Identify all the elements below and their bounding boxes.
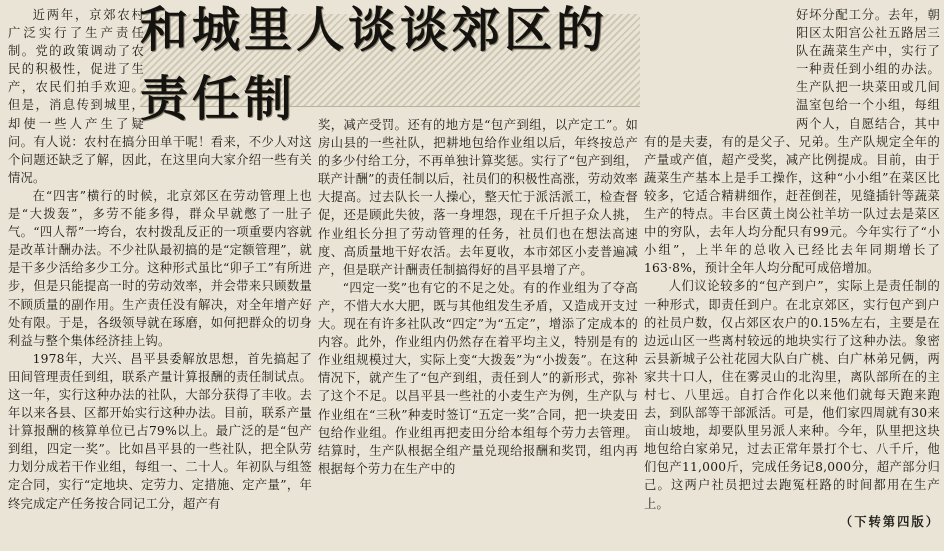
col1-paragraph-1: 近两年，京郊农村广泛实行了生产责任制。党的政策调动了农民的积极性，促进了生产，农民们拍手欢迎。但是，消息传到城里，却使一些人产生了疑问。有人说：农村在搞分田单干呢！看来，不少人对这个问题还缺乏了解，因此，在这里向大家介绍一些有关情况。	[8, 8, 312, 185]
col3-paragraph-2: 人们议论较多的“包产到户”，实际上是责任制的一种形式，即责任到户。在北京郊区，实行包产到户的社员户数，仅占郊区农户的0.15%左右，主要是在边远山区一些离村较远的地块实行了这种办法。象密云县新城子公社花园大队白广桃、白广林弟兄俩，两家共十口人，住在雾灵山的北沟里，离队部所在的主村七、八里远。自打合作化以来他们就每天跑来跑去，到队部等干部派活。可是，他们家四周就有30来亩山坡地，却要队里另派人来种。今年，队里把这块地包给白家弟兄，过去正常年景打个七、八千斤，他们包产11,000斤，完成任务记8,000分，超产部分归己。这两户社员把过去跑冤枉路的时间都用在生产上。	[644, 279, 940, 511]
col1-paragraph-3: 1978年，大兴、昌平县委解放思想，首先搞起了田间管理责任到组，联系产量计算报酬的责任制试点。这一年，实行这种办法的社队，大部分获得了丰收。去年以来各县、区都开始实行这种办法。目前，联系产量计算报酬的核算单位已占79%以上。最广泛的是“包产到组，四定一奖”。比如昌平县的一些社队，把全队劳力划分成若干作业组，每组一、二十人。年初队与组签定合同，实行“定地块、定劳力、定措施、定产量”，年终完成定产任务按合同记工分，超产有	[8, 351, 312, 511]
continued-note: （下转第四版）	[839, 513, 940, 529]
headline-space	[144, 6, 312, 116]
col3-paragraph-1: 好坏分配工分。去年，朝阳区太阳宫公社五路居三队在蔬菜生产中，实行了一种责任到小组的办法。生产队把一块菜田或几间温室包给一个小组，每组两个人，自愿结合，其中有的是夫妻，有的是父子、兄弟。生产队规定全年的产量或产值，超产受奖，减产比例提成。目前，由于蔬菜生产基本上是手工操作，这种“小小组”在菜区比较多，它适合精耕细作，赶茬倒茬，见缝插针等蔬菜生产的特点。丰台区黄土岗公社羊坊一队过去是菜区中的穷队，去年人均分配只有99元。今年实行了“小小组”，上半年的总收入已经比去年同期增长了163·8%，预计全年人均分配可成倍增加。	[644, 8, 940, 276]
headline: 和城里人谈谈郊区的责任制	[140, 2, 609, 127]
col2-paragraph-1: 奖，减产受罚。还有的地方是“包产到组，以产定工”。如房山县的一些社队，把耕地包给作业组以后，年终按总产的多少付给工分，不再单独计算奖惩。实行了“包产到组，联产计酬”的责任制以后，社员们的积极性高涨，劳动效率大提高。过去队长一人操心，整天忙于派活派工，检查督促，还是顾此失彼，落一身埋怨，现在千斤担子众人挑，作业组长分担了劳动管理的任务，社员们也在想法高速度、高质量地干好农活。去年夏收，本市郊区小麦普遍减产，但是联产计酬责任制搞得好的昌平县增了产。	[318, 118, 638, 277]
column-2	[318, 116, 638, 546]
col1-paragraph-2: 在“四害”横行的时候，北京郊区在劳动管理上也是“大拨轰”，多劳不能多得，群众早就憋了一肚子气。“四人帮”一垮台，农村拨乱反正的一项重要内容就是改革计酬办法。不少社队最初搞的是“定额管理”，就是干多少活给多少工分。这种形式虽比“卯子工”有所进步，但是只能提高一时的劳动效率，并会带来只顾数量不顾质量的副作用。生产责任没有解决，对全年增产好处有限。于是，各级领导就在琢磨，如何把群众的切身利益与整个集体经济挂上钩。	[8, 188, 312, 348]
col2-paragraph-2: “四定一奖”也有它的不足之处。有的作业组为了夺高产，不惜大水大肥，既与其他组发生矛盾，又造成开支过大。现在有许多社队改“四定”为“五定”，增添了定成本的内容。此外，作业组内仍然存在着平均主义，特别是有的作业组规模过大，实际上变“大拨轰”为“小拨轰”。在这种情况下，就产生了“包产到组，责任到人”的新形式，弥补了这个不足。以昌平县一些社的小麦生产为例，生产队与作业组在“三秋”种麦时签订“五定一奖”合同，把一块麦田包给作业组。作业组再把麦田分给本组每个劳力去管理。结算时，生产队根据全组产量兑现给报酬和奖罚，组内再根据每个劳力在生产中的	[318, 280, 638, 476]
column-1	[8, 6, 312, 548]
column-3	[644, 6, 940, 548]
headline-space	[644, 6, 796, 116]
